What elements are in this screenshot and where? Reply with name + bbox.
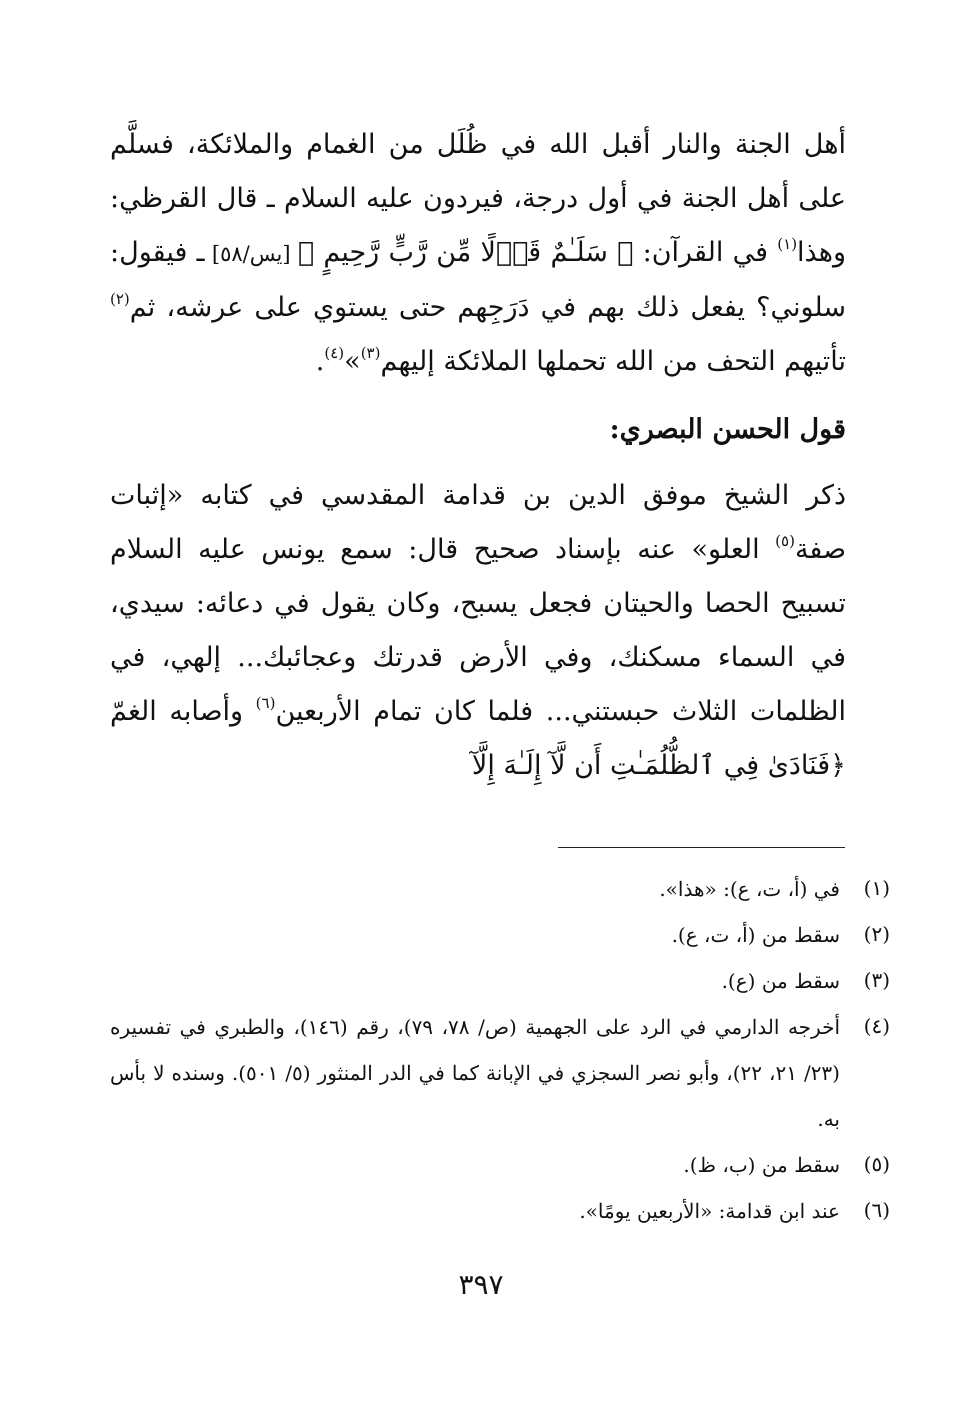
footnote-ref-3: (٣) (360, 344, 381, 362)
footnote-5 (110, 1142, 890, 1188)
quran-verse-1: ﴿ سَلَـٰمٌ قَوۡلًا مِّن رَّبٍّ رَّحِيمٍ ﴾ (297, 237, 634, 268)
footnote-divider (558, 847, 845, 848)
footnote-1 (110, 866, 890, 912)
page-number: ٣٩٧ (458, 1268, 504, 1301)
footnote-text: عند ابن قدامة: «الأربعين يومًا». (579, 1199, 840, 1223)
footnote-number: (٤) (863, 1014, 890, 1038)
footnote-ref-6: (٦) (255, 694, 276, 712)
verse-citation: [يس/٥٨] (204, 242, 298, 266)
footnote-text: أخرجه الدارمي في الرد على الجهمية (ص/ ٧٨، ٧٩)، رقم (١٤٦)، والطبري في تفسيره (٢٣/ ٢١، ٢٢)، وأبو نصر السجزي في الإبانة كما في الدر المنثور (٥/ ٥٠١). وسنده لا بأس به. (110, 1015, 840, 1131)
paragraph-1-text-b: في القرآن: (633, 237, 778, 268)
footnote-3 (110, 958, 890, 1004)
footnote-number: (٦) (863, 1198, 890, 1222)
footnote-text: سقط من (ب، ظ). (683, 1153, 840, 1177)
footnote-6 (110, 1188, 890, 1234)
footnote-4 (110, 1004, 890, 1142)
paragraph-2-text-b: العلو» عنه بإسناد صحيح قال: سمع يونس عليه السلام تسبيح الحصا والحيتان فجعل يسبح، وكان يقول في دعائه: سيدي، في السماء مسكنك، وفي الأرض قدرتك وعجائبك... إلهي، في الظلمات الثلاث حبستني... فلما كان تمام الأربعين (110, 534, 846, 727)
footnote-ref-1: (١) (777, 235, 798, 253)
paragraph-2-text-a: ذكر الشيخ موفق الدين بن قدامة المقدسي في كتابه «إثبات صفة (110, 480, 846, 565)
footnote-number: (٢) (863, 922, 890, 946)
section-heading: قول الحسن البصري: (609, 414, 846, 445)
quran-verse-2: ﴿فَنَادَىٰ فِي ٱلظُّلُمَـٰتِ أَن لَّآ إِلَـٰهَ إِلَّآ (471, 750, 846, 781)
paragraph-2-text-c: وأصابه الغمّ (110, 696, 256, 727)
footnote-ref-4: (٤) (324, 344, 345, 362)
paragraph-1-text-f: . (315, 346, 325, 377)
footnote-text: في (أ، ت، ع): «هذا». (659, 877, 840, 901)
footnote-ref-2: (٢) (110, 290, 130, 308)
footnote-text: سقط من (ع). (721, 969, 840, 993)
footnote-number: (١) (863, 876, 890, 900)
footnote-number: (٥) (863, 1152, 890, 1176)
paragraph-1-text-d: تأتيهم التحف من الله تحملها الملائكة إليهم (380, 346, 846, 377)
footnotes (110, 866, 890, 1234)
paragraph-1-text-a: أهل الجنة والنار أقبل الله في ظُلَل من الغمام والملائكة، فسلَّم على أهل الجنة في أول درجة، فيردون عليه السلام ـ قال القرظي: وهذا (110, 129, 846, 268)
footnote-ref-5: (٥) (775, 532, 795, 550)
footnote-2 (110, 912, 890, 958)
paragraph-2 (110, 469, 846, 793)
paragraph-1-text-e: » (344, 346, 361, 377)
paragraph-1-text-c: ـ فيقول: سلوني؟ يفعل ذلك بهم في دَرَجِهم حتى يستوي على عرشه، ثم (110, 237, 846, 323)
main-text (110, 118, 846, 793)
footnote-text: سقط من (أ، ت، ع). (671, 923, 840, 947)
footnote-number: (٣) (863, 968, 890, 992)
paragraph-1 (110, 118, 846, 389)
